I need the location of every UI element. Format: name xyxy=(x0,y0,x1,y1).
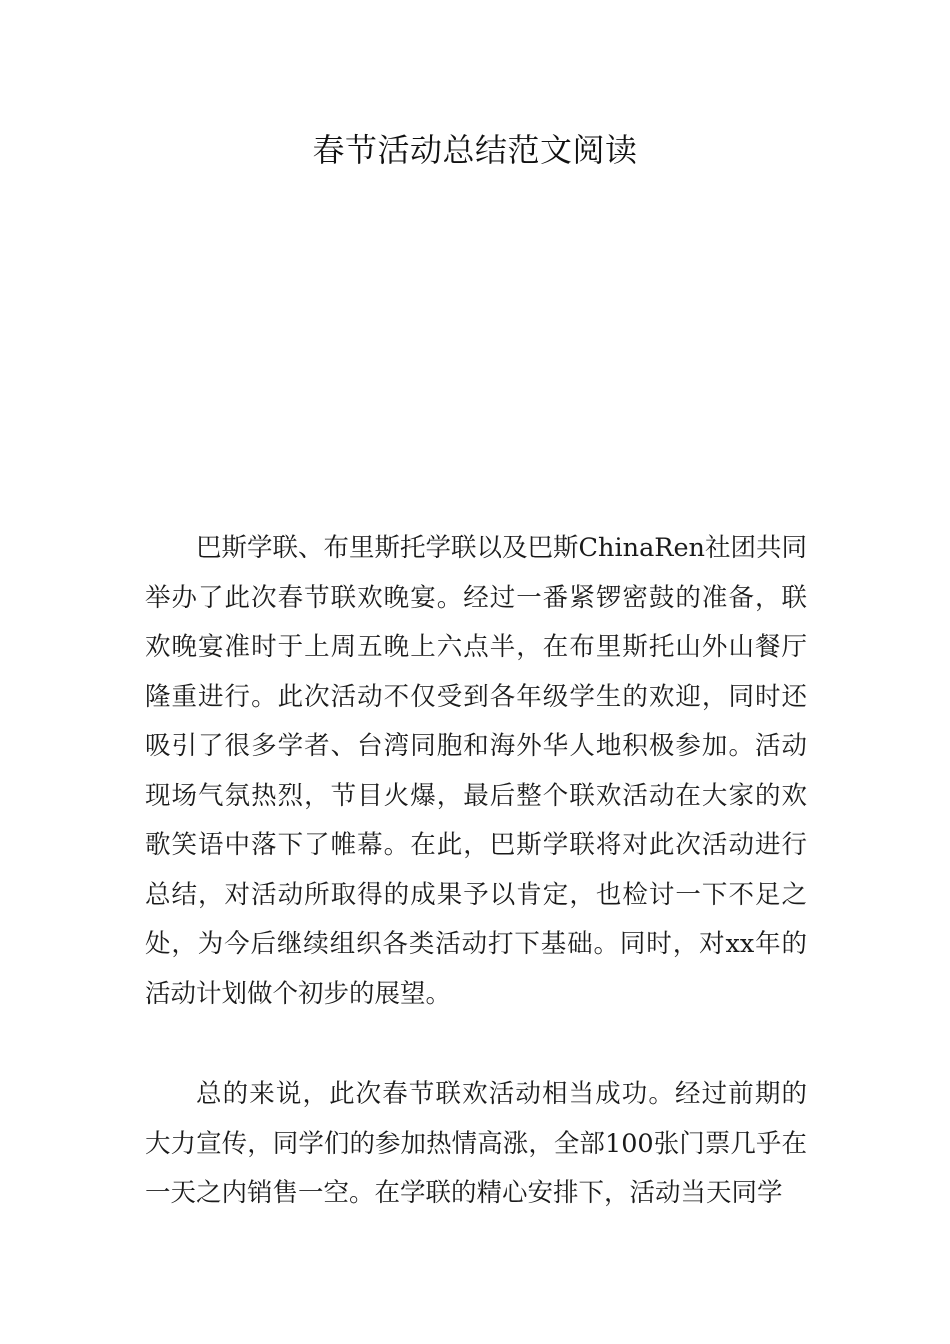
body-paragraph-1: 巴斯学联、布里斯托学联以及巴斯ChinaRen社团共同举办了此次春节联欢晚宴。经过一番紧锣密鼓的准备，联欢晚宴准时于上周五晚上六点半，在布里斯托山外山餐厅隆重进行。此次活动不仅受到各年级学生的欢迎，同时还吸引了很多学者、台湾同胞和海外华人地积极参加。活动现场气氛热烈，节目火爆，最后整个联欢活动在大家的欢歌笑语中落下了帷幕。在此，巴斯学联将对此次活动进行总结，对活动所取得的成果予以肯定，也检讨一下不足之处，为今后继续组织各类活动打下基础。同时，对xx年的活动计划做个初步的展望。 xyxy=(145,533,807,1009)
document-title: 春节活动总结范文阅读 xyxy=(312,131,638,169)
body-paragraph-2: 总的来说，此次春节联欢活动相当成功。经过前期的大力宣传，同学们的参加热情高涨，全部100张门票几乎在一天之内销售一空。在学联的精心安排下，活动当天同学 xyxy=(145,1079,807,1208)
